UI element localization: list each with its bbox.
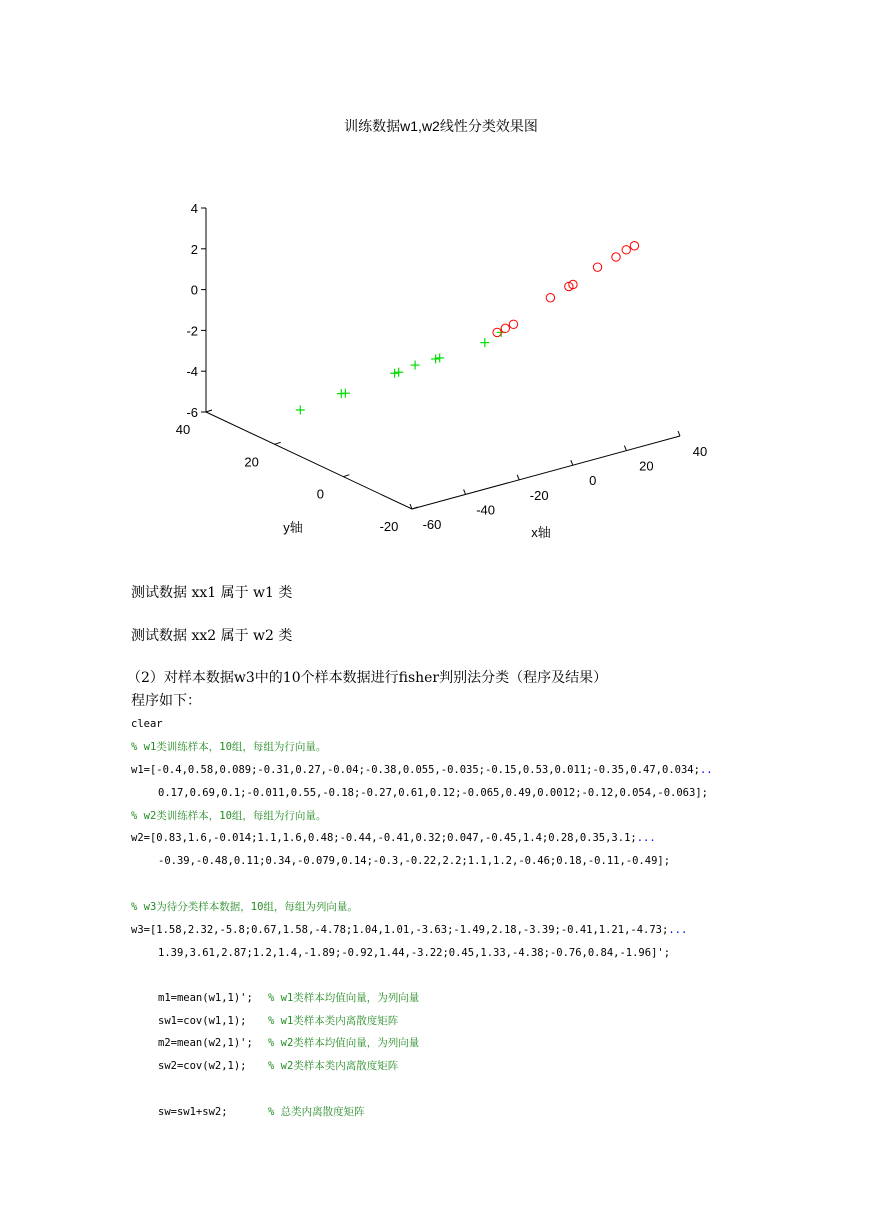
z-tick-label: 2 (190, 241, 198, 257)
code-w3-line2: 1.39,3.61,2.87;1.2,1.4,-1.89;-0.92,1.44,-3.22;0.45,1.33,-4.38;-0.76,0.84,-1.96]'; (158, 947, 671, 959)
circle-point (622, 246, 630, 254)
code-sw2: sw2=cov(w2,1); (158, 1060, 247, 1072)
code-w2-line2: -0.39,-0.48,0.11;0.34,-0.079,0.14;-0.3,-0.22,2.2;1.1,1.2,-0.46;0.18,-0.11,-0.49]; (158, 855, 671, 867)
z-tick-label: -2 (186, 323, 198, 339)
code-comment-w1: % w1类训练样本，10组，每组为行向量。 (131, 741, 327, 753)
x-tick-mark (464, 489, 466, 494)
x-tick-mark (571, 460, 573, 465)
code-comment-w3: % w3为待分类样本数据，10组，每组为列向量。 (131, 901, 358, 913)
plus-point (394, 368, 403, 377)
scatter-3d-figure (0, 100, 869, 560)
x-tick-label: 40 (692, 444, 708, 459)
code-m1-comment: % w1类样本均值向量，为列向量 (268, 992, 420, 1004)
x-tick-label: -40 (476, 502, 495, 518)
code-w1-line2: 0.17,0.69,0.1;-0.011,0.55,-0.18;-0.27,0.61,0.12;-0.065,0.49,0.0012;-0.12,0.054,-0.063]; (158, 787, 708, 799)
code-w3-continuation: ... (668, 924, 688, 936)
code-w2-line1 (131, 831, 656, 845)
z-tick-label: -4 (186, 364, 198, 380)
code-m1: m1=mean(w1,1)'; (158, 992, 253, 1004)
code-sw-comment: % 总类内离散度矩阵 (268, 1106, 365, 1118)
x-tick-label: 20 (639, 458, 654, 474)
code-w1-line1 (131, 763, 713, 777)
section-intro: 程序如下： (131, 693, 201, 709)
x-axis-label: x轴 (531, 525, 551, 540)
code-comment-w2: % w2类训练样本，10组，每组为行向量。 (131, 810, 327, 822)
axis-ticks (176, 201, 707, 534)
result-line-1: 测试数据 xx1 属于 w1 类 (131, 585, 293, 601)
x-tick-mark (678, 431, 680, 436)
x-tick-label: 0 (589, 473, 597, 489)
data-points (296, 242, 639, 415)
y-axis (206, 412, 412, 509)
circle-point (509, 320, 517, 328)
code-m2-comment: % w2类样本均值向量，为列向量 (268, 1037, 420, 1049)
plus-point (341, 389, 350, 398)
plus-point (435, 353, 444, 362)
code-sw1: sw1=cov(w1,1); (158, 1015, 247, 1027)
plus-point (411, 361, 420, 370)
code-sw2-comment: % w2类样本类内离散度矩阵 (268, 1060, 399, 1072)
x-tick-mark (624, 446, 626, 451)
x-tick-label: -60 (422, 517, 442, 532)
y-tick-label: 40 (175, 422, 191, 437)
y-tick-mark (206, 410, 212, 412)
plus-point (480, 338, 489, 347)
circle-point (501, 324, 509, 332)
z-tick-label: 0 (190, 282, 198, 298)
section-heading: （2）对样本数据w3中的10个样本数据进行fisher判别法分类（程序及结果） (127, 670, 608, 686)
code-clear: clear (131, 718, 163, 730)
circle-point (630, 242, 638, 250)
circle-point (612, 253, 620, 261)
z-tick-label: 4 (190, 201, 198, 216)
circle-point (546, 294, 554, 302)
code-sw1-comment: % w1类样本类内离散度矩阵 (268, 1015, 399, 1027)
plus-point (296, 405, 305, 414)
circle-point (593, 263, 601, 271)
plus-point (431, 354, 440, 363)
code-m2: m2=mean(w2,1)'; (158, 1037, 253, 1049)
code-w2-continuation: ... (636, 832, 656, 844)
z-tick-label: -6 (186, 405, 198, 420)
y-tick-mark (343, 475, 349, 477)
result-line-2: 测试数据 xx2 属于 w2 类 (131, 628, 293, 644)
y-tick-label: 0 (316, 486, 324, 502)
y-tick-mark (275, 442, 281, 444)
y-tick-label: -20 (379, 519, 399, 534)
plus-point (390, 369, 399, 378)
code-w1-continuation: .. (699, 764, 713, 776)
y-tick-label: 20 (244, 454, 259, 470)
x-tick-label: -20 (529, 487, 549, 503)
code-w3-text: w3=[1.58,2.32,-5.8;0.67,1.58,-4.78;1.04,1.01,-3.63;-1.49,2.18,-3.39;-0.41,1.21,-4.73; (131, 924, 669, 936)
code-w2-text: w2=[0.83,1.6,-0.014;1.1,1.6,0.48;-0.44,-0.41,0.32;0.047,-0.45,1.4;0.28,0.35,3.1; (131, 832, 637, 844)
x-tick-mark (517, 475, 519, 480)
code-w3-line1 (131, 923, 687, 937)
chart-title: 训练数据w1,w2线性分类效果图 (344, 118, 538, 134)
code-w1-text: w1=[-0.4,0.58,0.089;-0.31,0.27,-0.04;-0.38,0.055,-0.035;-0.15,0.53,0.011;-0.35,0.47,0.034; (131, 764, 700, 776)
y-axis-label: y轴 (283, 520, 303, 535)
code-sw: sw=sw1+sw2; (158, 1106, 228, 1118)
